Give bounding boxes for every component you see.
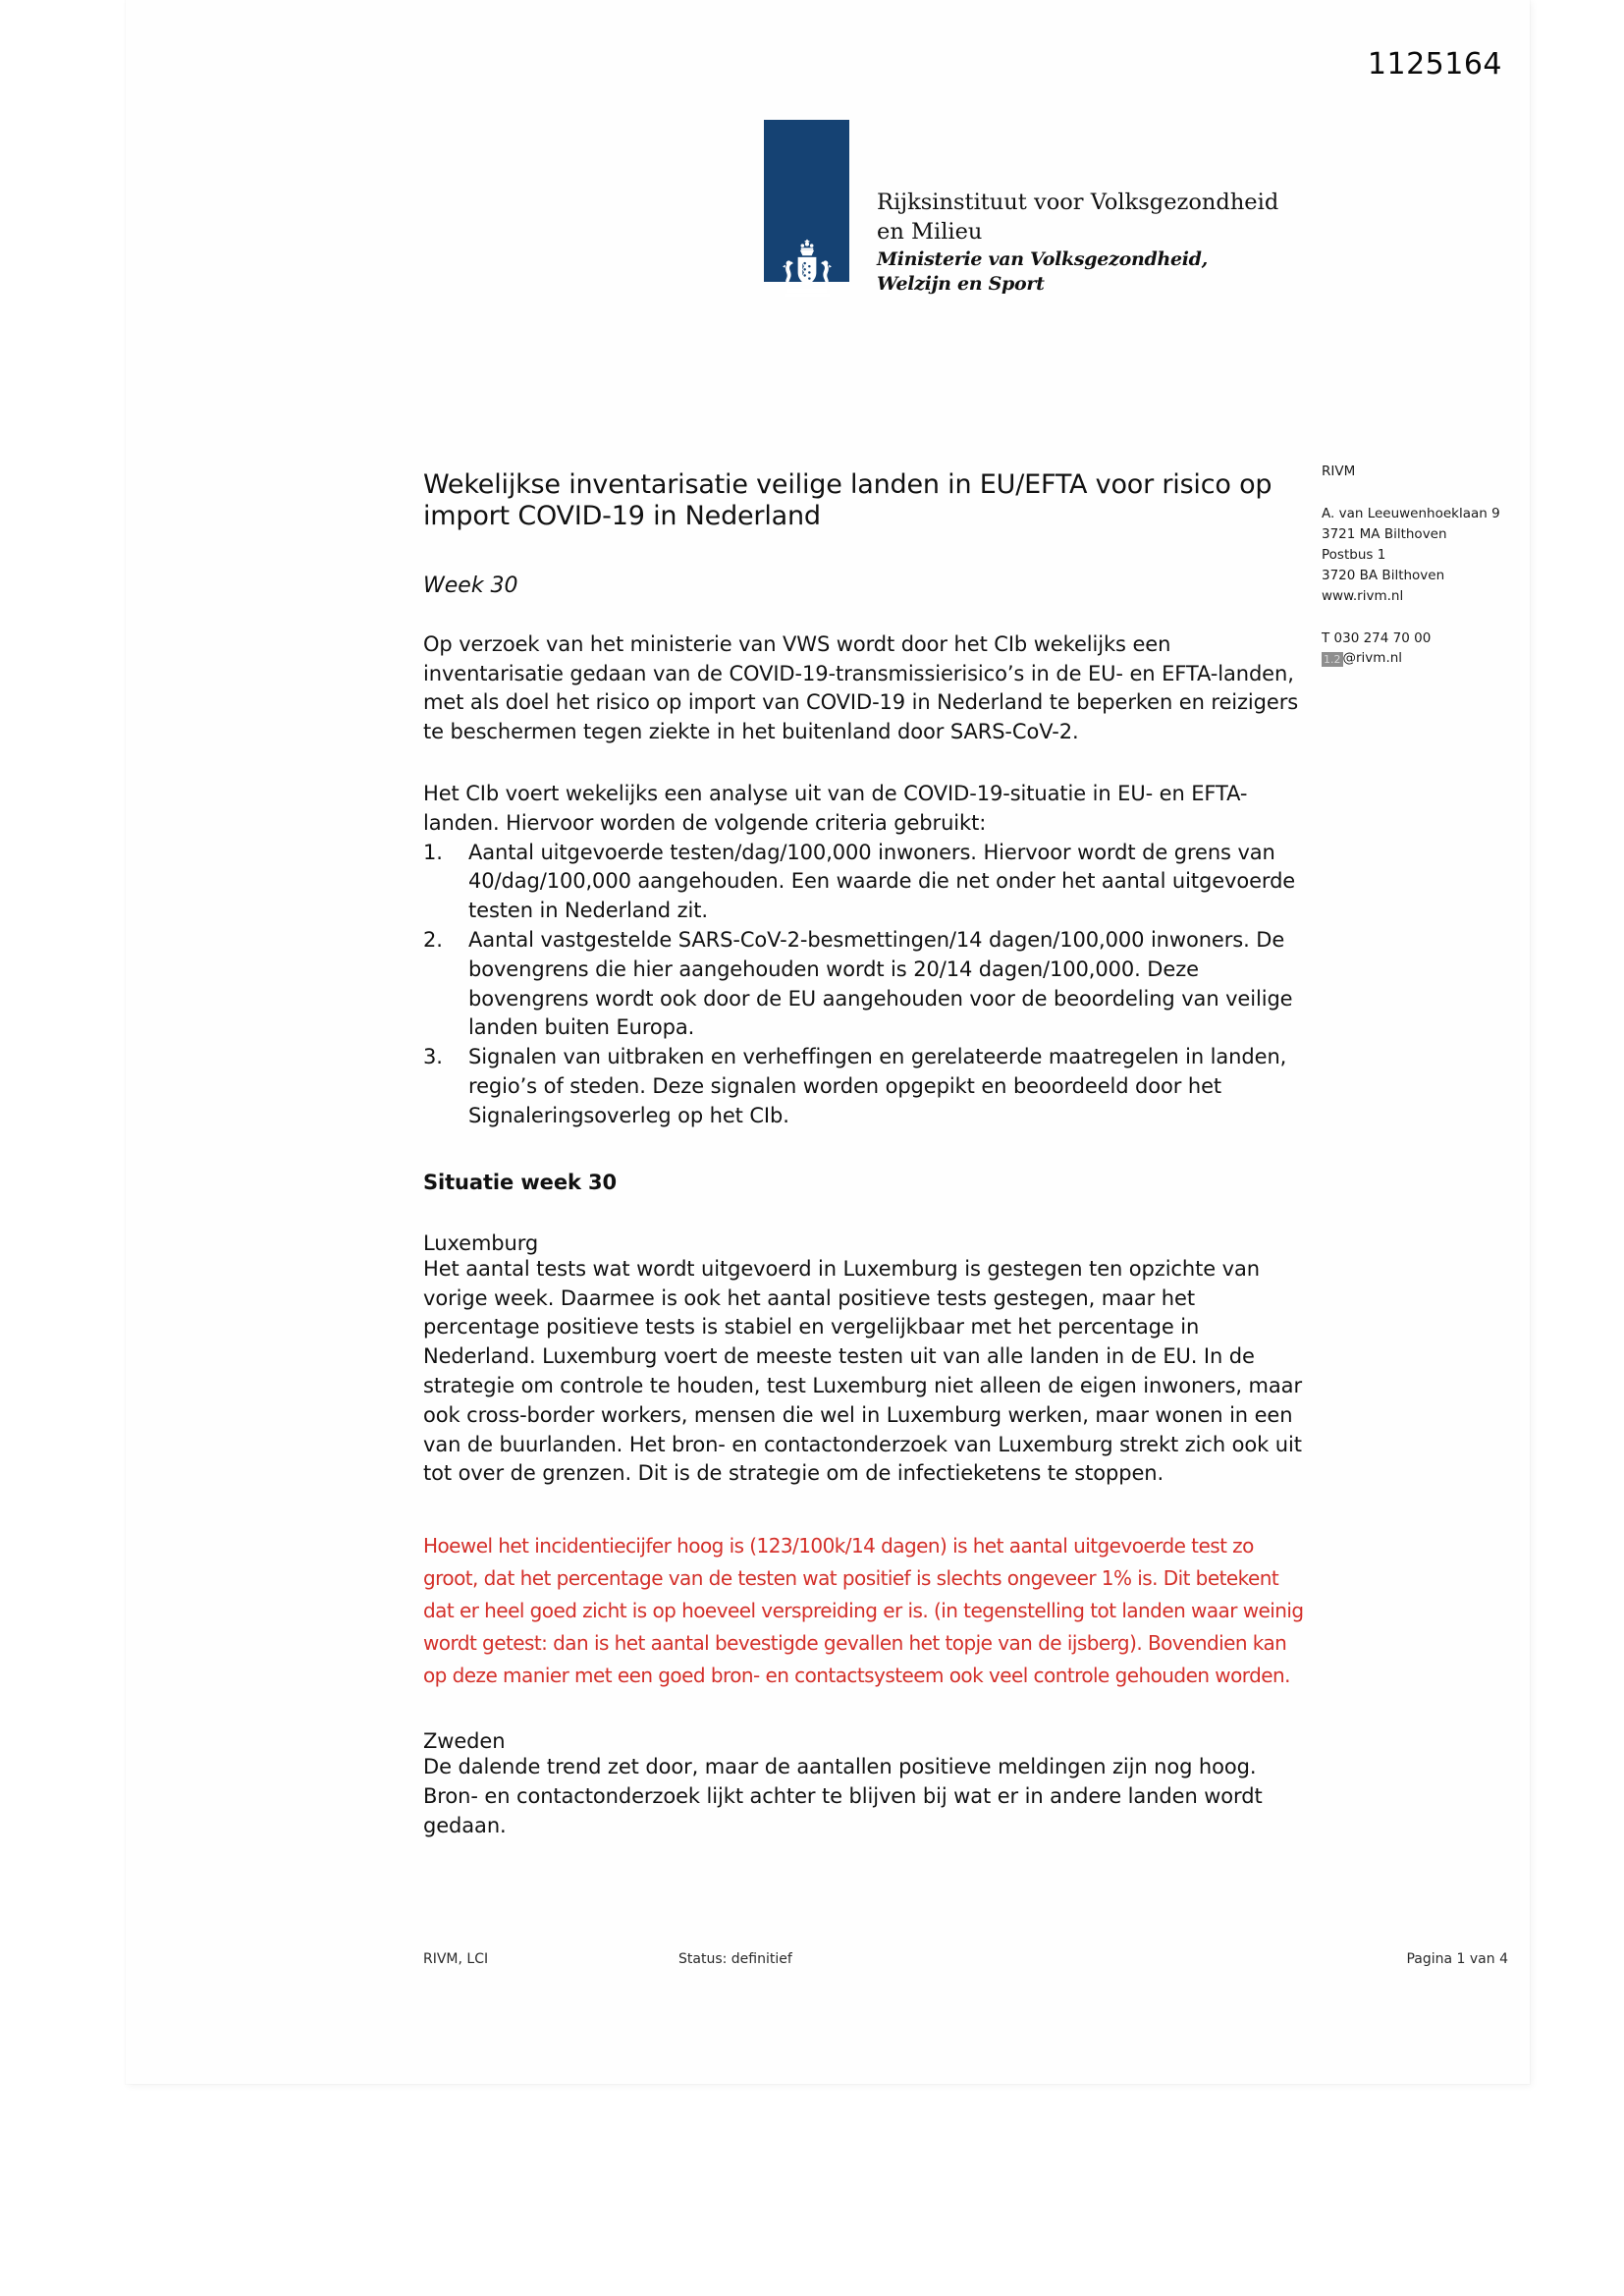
criteria-list bbox=[423, 839, 1312, 1131]
sidebar-address-line: 3721 MA Bilthoven bbox=[1322, 525, 1447, 542]
footer-status: Status: definitief bbox=[678, 1951, 792, 1967]
sidebar-address-line: A. van Leeuwenhoeklaan 9 bbox=[1322, 505, 1500, 521]
week-subtitle: Week 30 bbox=[423, 573, 518, 598]
criteria-text: Aantal vastgestelde SARS-CoV-2-besmettingen/14 dagen/100,000 inwoners. De bovengrens die hier aangehouden wordt is 20/14 dagen/100,000. Deze bovengrens wordt ook door de EU aangehouden voor de beoordeling van veilige landen buiten Europa. bbox=[468, 928, 1293, 1040]
criteria-intro-paragraph: Het CIb voert wekelijks een analyse uit van de COVID-19-situatie in EU- en EFTA-landen. Hiervoor worden de volgende criteria gebruikt: bbox=[423, 781, 1248, 835]
logo-line-4: Welzijn en Sport bbox=[877, 273, 1045, 296]
logo-line-1: Rijksinstituut voor Volksgezondheid bbox=[877, 190, 1279, 215]
document-page bbox=[126, 0, 1530, 2084]
redaction-box: 1.2 bbox=[1324, 653, 1341, 667]
sidebar-website[interactable]: www.rivm.nl bbox=[1322, 587, 1404, 604]
criteria-number: 3. bbox=[423, 1045, 443, 1069]
sidebar-email-domain: @rivm.nl bbox=[1342, 650, 1403, 667]
sidebar-email bbox=[1322, 648, 1567, 669]
criteria-text: Signalen van uitbraken en verheffingen en gerelateerde maatregelen in landen, regio’s of steden. Deze signalen worden opgepikt en beoordeeld door het Signaleringsoverleg op het CIb. bbox=[468, 1045, 1287, 1127]
intro-paragraph: Op verzoek van het ministerie van VWS wordt door het CIb wekelijks een inventarisatie gedaan van de COVID-19-transmissierisico’s in de EU- en EFTA-landen, met als doel het risico op import van COVID-19 in Nederland te beperken en reizigers te beschermen tegen ziekte in het buitenland door SARS-CoV-2. bbox=[423, 631, 1299, 744]
luxembourg-heading: Luxemburg bbox=[423, 1230, 539, 1255]
criteria-list-item bbox=[423, 926, 1312, 1043]
sidebar-org-name: RIVM bbox=[1322, 464, 1356, 479]
document-id-number: 1125164 bbox=[1367, 47, 1502, 82]
rivm-logo bbox=[764, 120, 1279, 405]
criteria-list-item bbox=[423, 1043, 1312, 1130]
criteria-number: 2. bbox=[423, 928, 443, 953]
main-content bbox=[423, 469, 1312, 1841]
page-title: Wekelijkse inventarisatie veilige landen in EU/EFTA voor risico op import COVID-19 in Nederland bbox=[423, 469, 1272, 531]
sidebar-phone: T 030 274 70 00 bbox=[1322, 629, 1432, 646]
footer-left: RIVM, LCI bbox=[423, 1951, 489, 1967]
sidebar-address-line: Postbus 1 bbox=[1322, 546, 1386, 563]
logo-wordmark bbox=[877, 189, 1279, 297]
sweden-heading: Zweden bbox=[423, 1729, 506, 1754]
contact-sidebar bbox=[1322, 462, 1567, 669]
criteria-list-item bbox=[423, 839, 1312, 926]
criteria-number: 1. bbox=[423, 840, 443, 864]
logo-line-3: Ministerie van Volksgezondheid, bbox=[877, 247, 1208, 270]
sidebar-contact-group bbox=[1322, 629, 1567, 670]
highlight-paragraph: Hoewel het incidentiecijfer hoog is (123/100k/14 dagen) is het aantal uitgevoerde test zo groot, dat het percentage van de testen wat positief is slechts ongeveer 1% is. Dit betekent dat er heel goed zicht is op hoeveel verspreiding er is. (in tegenstelling tot landen waar weinig wordt getest: dan is het aantal bevestigde gevallen het topje van de ijsberg). Bovendien kan op deze manier met een goed bron- en contactsysteem ook veel controle gehouden worden. bbox=[423, 1534, 1304, 1688]
criteria-text: Aantal uitgevoerde testen/dag/100,000 inwoners. Hiervoor wordt de grens van 40/dag/100,000 aangehouden. Een waarde die net onder het aantal uitgevoerde testen in Nederland zit. bbox=[468, 840, 1296, 923]
dutch-coat-of-arms-icon bbox=[769, 236, 845, 312]
logo-line-2: en Milieu bbox=[877, 218, 983, 245]
sweden-paragraph: De dalende trend zet door, maar de aantallen positieve meldingen zijn nog hoog. Bron- en contactonderzoek lijkt achter te blijven bij wat er in andere landen wordt gedaan. bbox=[423, 1755, 1263, 1837]
footer-page-number: Pagina 1 van 4 bbox=[1406, 1951, 1508, 1967]
luxembourg-paragraph: Het aantal tests wat wordt uitgevoerd in Luxemburg is gestegen ten opzichte van vorige week. Daarmee is ook het aantal positieve tests gestegen, maar het percentage positieve tests is stabiel en vergelijkbaar met het percentage in Nederland. Luxemburg voert de meeste testen uit van alle landen in de EU. In de strategie om controle te houden, test Luxemburg niet alleen de eigen inwoners, maar ook cross-border workers, mensen die wel in Luxemburg werken, maar wonen in een van de buurlanden. Het bron- en contactonderzoek van Luxemburg strekt zich ook uit tot over de grenzen. Dit is de strategie om de infectieketens te stoppen. bbox=[423, 1256, 1302, 1486]
situation-heading: Situatie week 30 bbox=[423, 1170, 618, 1194]
sidebar-address-line: 3720 BA Bilthoven bbox=[1322, 567, 1445, 583]
